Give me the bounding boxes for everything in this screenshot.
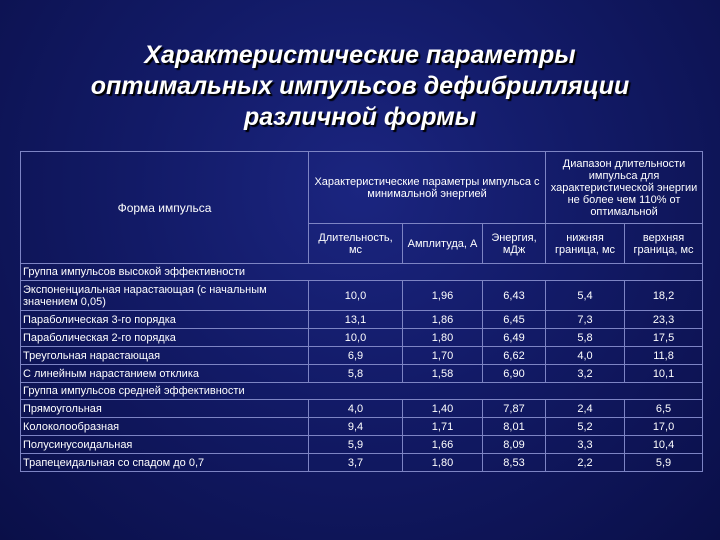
lower-bound-cell: 3,3 bbox=[546, 436, 625, 454]
header-amplitude: Амплитуда, А bbox=[403, 224, 483, 264]
pulse-name: Треугольная нарастающая bbox=[21, 347, 309, 365]
amplitude-cell: 1,40 bbox=[403, 400, 483, 418]
header-duration: Длительность, мс bbox=[309, 224, 403, 264]
energy-cell: 6,45 bbox=[483, 311, 546, 329]
header-lower-bound: нижняя граница, мс bbox=[546, 224, 625, 264]
table-row bbox=[21, 311, 703, 329]
upper-bound-cell: 11,8 bbox=[625, 347, 703, 365]
energy-cell: 6,62 bbox=[483, 347, 546, 365]
energy-cell: 6,43 bbox=[483, 281, 546, 311]
table-row bbox=[21, 454, 703, 472]
duration-cell: 4,0 bbox=[309, 400, 403, 418]
header-duration-range: Диапазон длительности импульса для характеристической энергии не более чем 110% от оптимальной bbox=[546, 152, 703, 224]
duration-cell: 5,8 bbox=[309, 365, 403, 383]
pulse-name: Трапецеидальная со спадом до 0,7 bbox=[21, 454, 309, 472]
group-title-high: Группа импульсов высокой эффективности bbox=[21, 264, 703, 281]
energy-cell: 8,53 bbox=[483, 454, 546, 472]
pulse-name: Параболическая 3-го порядка bbox=[21, 311, 309, 329]
energy-cell: 6,90 bbox=[483, 365, 546, 383]
title-line-2: оптимальных импульсов дефибрилляции bbox=[90, 72, 630, 100]
table-row bbox=[21, 281, 703, 311]
amplitude-cell: 1,71 bbox=[403, 418, 483, 436]
table-row bbox=[21, 347, 703, 365]
title-line-3: различной формы bbox=[243, 103, 477, 131]
duration-cell: 5,9 bbox=[309, 436, 403, 454]
lower-bound-cell: 5,8 bbox=[546, 329, 625, 347]
pulse-name: Экспоненциальная нарастающая (с начальным значением 0,05) bbox=[21, 281, 309, 311]
table-row bbox=[21, 365, 703, 383]
group-header-row bbox=[21, 383, 703, 400]
pulse-name: Прямоугольная bbox=[21, 400, 309, 418]
upper-bound-cell: 23,3 bbox=[625, 311, 703, 329]
lower-bound-cell: 3,2 bbox=[546, 365, 625, 383]
amplitude-cell: 1,80 bbox=[403, 329, 483, 347]
upper-bound-cell: 10,1 bbox=[625, 365, 703, 383]
table-row bbox=[21, 436, 703, 454]
duration-cell: 6,9 bbox=[309, 347, 403, 365]
lower-bound-cell: 5,2 bbox=[546, 418, 625, 436]
lower-bound-cell: 7,3 bbox=[546, 311, 625, 329]
header-pulse-form: Форма импульса bbox=[21, 152, 309, 264]
upper-bound-cell: 6,5 bbox=[625, 400, 703, 418]
duration-cell: 10,0 bbox=[309, 281, 403, 311]
group-title-medium: Группа импульсов средней эффективности bbox=[21, 383, 703, 400]
pulse-name: Параболическая 2-го порядка bbox=[21, 329, 309, 347]
amplitude-cell: 1,96 bbox=[403, 281, 483, 311]
lower-bound-cell: 2,4 bbox=[546, 400, 625, 418]
table-row bbox=[21, 400, 703, 418]
header-upper-bound: верхняя граница, мс bbox=[625, 224, 703, 264]
pulse-name: Полусинусоидальная bbox=[21, 436, 309, 454]
table-row bbox=[21, 418, 703, 436]
energy-cell: 8,09 bbox=[483, 436, 546, 454]
title-line-1: Характеристические параметры bbox=[144, 41, 576, 69]
group-header-row bbox=[21, 264, 703, 281]
pulse-name: Колоколообразная bbox=[21, 418, 309, 436]
amplitude-cell: 1,58 bbox=[403, 365, 483, 383]
energy-cell: 8,01 bbox=[483, 418, 546, 436]
pulse-name: С линейным нарастанием отклика bbox=[21, 365, 309, 383]
header-energy: Энергия, мДж bbox=[483, 224, 546, 264]
energy-cell: 7,87 bbox=[483, 400, 546, 418]
energy-cell: 6,49 bbox=[483, 329, 546, 347]
upper-bound-cell: 17,5 bbox=[625, 329, 703, 347]
amplitude-cell: 1,86 bbox=[403, 311, 483, 329]
amplitude-cell: 1,66 bbox=[403, 436, 483, 454]
duration-cell: 9,4 bbox=[309, 418, 403, 436]
duration-cell: 3,7 bbox=[309, 454, 403, 472]
amplitude-cell: 1,80 bbox=[403, 454, 483, 472]
duration-cell: 13,1 bbox=[309, 311, 403, 329]
amplitude-cell: 1,70 bbox=[403, 347, 483, 365]
header-characteristic-params: Характеристические параметры импульса с минимальной энергией bbox=[309, 152, 546, 224]
upper-bound-cell: 5,9 bbox=[625, 454, 703, 472]
lower-bound-cell: 4,0 bbox=[546, 347, 625, 365]
parameters-table bbox=[20, 151, 703, 472]
lower-bound-cell: 2,2 bbox=[546, 454, 625, 472]
table-row bbox=[21, 329, 703, 347]
duration-cell: 10,0 bbox=[309, 329, 403, 347]
upper-bound-cell: 10,4 bbox=[625, 436, 703, 454]
lower-bound-cell: 5,4 bbox=[546, 281, 625, 311]
slide-title bbox=[0, 40, 720, 133]
upper-bound-cell: 17,0 bbox=[625, 418, 703, 436]
upper-bound-cell: 18,2 bbox=[625, 281, 703, 311]
